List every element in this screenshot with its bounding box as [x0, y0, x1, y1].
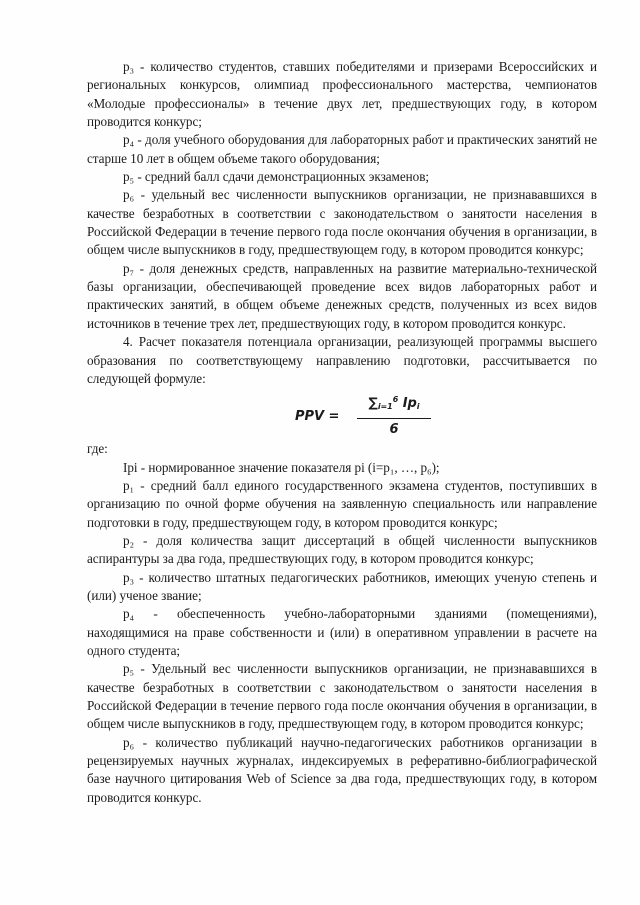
document-body [87, 58, 597, 807]
paragraph-p7-funding-share: р₇ - доля денежных средств, направленных на развитие материально-технической базы организации, обеспечивающей проведение всех видов лабораторных работ и практических занятий, в общем объеме денежных средств, полученных из всех видов источников в течение трех лет, предшествующих году, в котором проводится конкурс. [87, 260, 597, 331]
sum-lower-limit: i=1 [377, 402, 393, 412]
paragraph-p3-academic-staff: р₃ - количество штатных педагогических работников, имеющих ученую степень и (или) ученое звание; [87, 569, 597, 603]
paragraph-p3-competition-winners: р₃ - количество студентов, ставших победителями и призерами Всероссийских и региональных конкурсов, олимпиад профессионального мастерства, чемпионатов «Молодые профессионалы» в течение двух лет, предшествующих году, в котором проводится конкурс; [87, 59, 597, 130]
sum-symbol: ∑ [368, 396, 378, 412]
paragraph-p6-publications: р₆ - количество публикаций научно-педагогических работников организации в рецензируемых научных журналах, индексируемых в реферативно-библиографической базе научного цитирования Web of Science за два года, предшествующих году, в котором проводится конкурс. [87, 734, 597, 805]
paragraph-p6-graduates-employment: р₆ - удельный вес численности выпускников организации, не признававшихся в качестве безработных в соответствии с законодательством о занятости населения в Российской Федерации в течение первого года после окончания обучения в организации, в общем числе выпускников в году, предшествующем году, в котором проводится конкурс; [87, 187, 597, 258]
paragraph-p5-demo-exams: р₅ - средний балл сдачи демонстрационных экзаменов; [123, 169, 429, 185]
paragraph-p2-dissertations: р₂ - доля количества защит диссертаций в общей численности выпускников аспирантуры за два года, предшествующих году, в котором проводится конкурс; [87, 532, 597, 567]
paragraph-section-4-intro: 4. Расчет показателя потенциала организации, реализующей программы высшего образования по соответствующему направлению подготовки, рассчитывается по следующей формуле: [87, 334, 597, 386]
sum-upper-limit: 6 [392, 395, 399, 405]
paragraph-p4-buildings: р₄ - обеспеченность учебно-лабораторными зданиями (помещениями), находящимися на праве собственности и (или) в оперативном управлении в расчете на одного студента; [87, 606, 597, 658]
paragraph-ipi-definition: Ipi - нормированное значение показателя pi (i=p₁, …, p₆); [123, 459, 440, 475]
ppv-formula [87, 390, 597, 436]
sum-term-subscript: i [416, 402, 420, 412]
fraction-bar [357, 418, 431, 419]
formula-fraction [355, 390, 433, 439]
paragraph-p4-equipment-share: р₄ - доля учебного оборудования для лабораторных работ и практических занятий не старше 10 лет в общем объеме такого оборудования; [87, 132, 597, 166]
sum-term: Ip [402, 396, 417, 412]
paragraph-p1-exam-score: р₁ - средний балл единого государственного экзамена студентов, поступивших в организацию по очной форме обучения на заявленную специальность или направление подготовки в году, предшествующем году, в котором проводится конкурс; [87, 477, 597, 530]
where-label: где: [87, 441, 108, 457]
formula-numerator [355, 390, 433, 417]
formula-denominator: 6 [389, 422, 399, 438]
paragraph-p5-graduates-employment: р₅ - Удельный вес численности выпускников организации, не признававшихся в качестве безработных в соответствии с законодательством о занятости населения в Российской Федерации в течение первого года после окончания обучения в организации, в общем числе выпускников в году, предшествующем году, в котором проводится конкурс; [87, 661, 597, 732]
formula-lhs: PPV = [295, 409, 340, 425]
